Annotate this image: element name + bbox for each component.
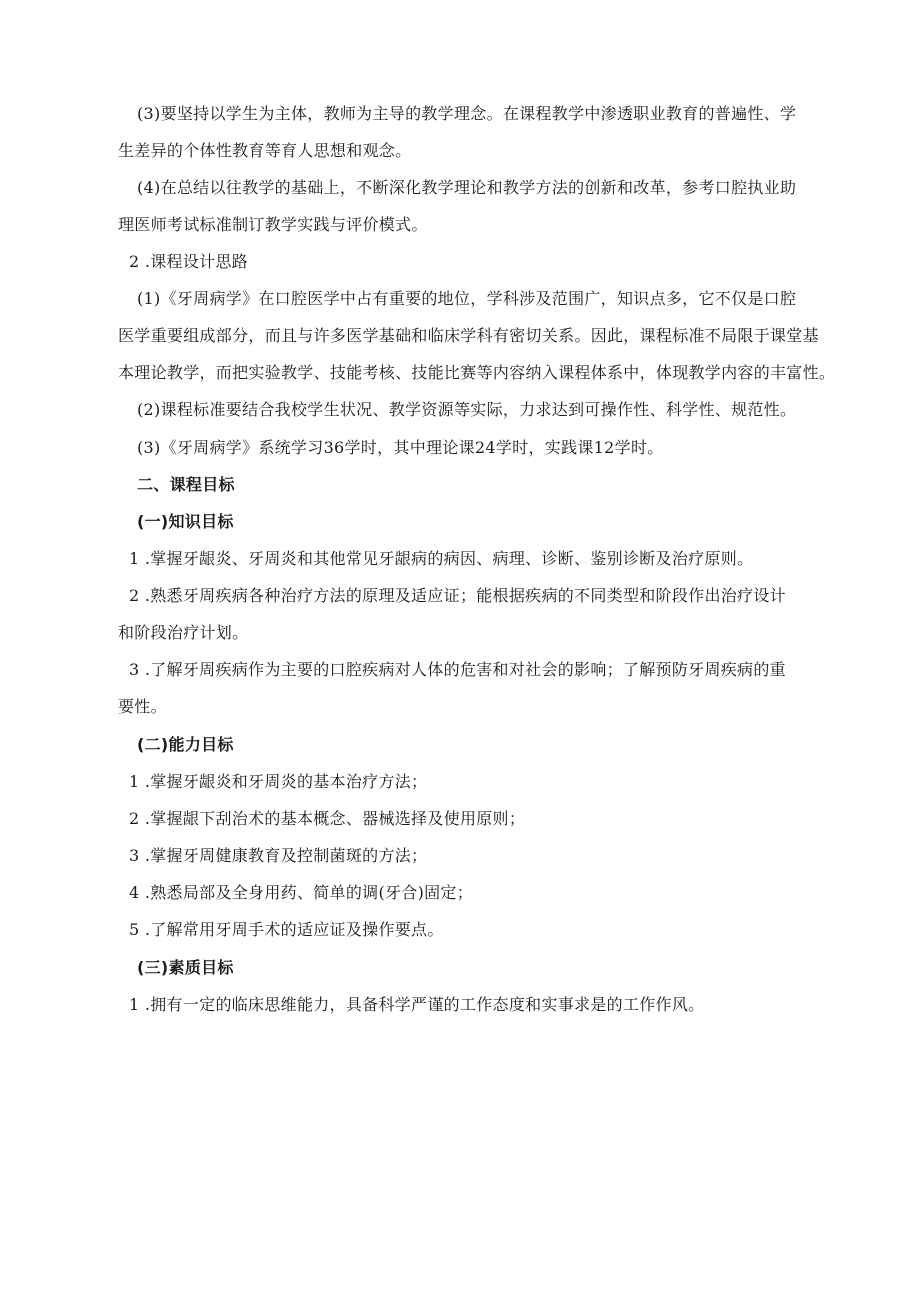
knowledge-item-3-line-1: 3 .了解牙周疾病作为主要的口腔疾病对人体的危害和对社会的影响；了解预防牙周疾病的重: [129, 660, 786, 679]
heading-course-goals: 二、课程目标: [137, 475, 235, 494]
section-course-design: 2 .课程设计思路: [129, 252, 249, 271]
quality-item-1: 1 .拥有一定的临床思维能力，具备科学严谨的工作态度和实事求是的工作作风。: [129, 995, 705, 1014]
design-item-1-line-2: 医学重要组成部分，而且与许多医学基础和临床学科有密切关系。因此，课程标准不局限于课堂基: [118, 326, 819, 345]
knowledge-item-2-line-2: 和阶段治疗计划。: [118, 623, 249, 642]
paragraph-4-line-2: 理医师考试标准制订教学实践与评价模式。: [118, 215, 428, 234]
paragraph-3-line-2: 生差异的个体性教育等育人思想和观念。: [118, 141, 412, 160]
ability-item-3: 3 .掌握牙周健康教育及控制菌斑的方法；: [129, 846, 428, 865]
ability-item-2: 2 .掌握龈下刮治术的基本概念、器械选择及使用原则；: [129, 809, 526, 828]
paragraph-3-line-1: (3)要坚持以学生为主体，教师为主导的教学理念。在课程教学中渗透职业教育的普遍性、学: [137, 104, 797, 123]
heading-quality-goals: (三)素质目标: [137, 958, 234, 977]
ability-item-1: 1 .掌握牙龈炎和牙周炎的基本治疗方法；: [129, 772, 428, 791]
design-item-3: (3)《牙周病学》系统学习36学时，其中理论课24学时，实践课12学时。: [137, 438, 664, 457]
ability-item-4: 4 .熟悉局部及全身用药、简单的调(牙合)固定；: [129, 883, 474, 902]
knowledge-item-3-line-2: 要性。: [118, 697, 167, 716]
design-item-2: (2)课程标准要结合我校学生状况、教学资源等实际，力求达到可操作性、科学性、规范性。: [137, 400, 797, 419]
ability-item-5: 5 .了解常用牙周手术的适应证及操作要点。: [129, 920, 444, 939]
heading-ability-goals: (二)能力目标: [137, 735, 234, 754]
knowledge-item-1: 1 .掌握牙龈炎、牙周炎和其他常见牙龈病的病因、病理、诊断、鉴别诊断及治疗原则。: [129, 549, 754, 568]
knowledge-item-2-line-1: 2 .熟悉牙周疾病各种治疗方法的原理及适应证；能根据疾病的不同类型和阶段作出治疗设计: [129, 586, 786, 605]
heading-knowledge-goals: (一)知识目标: [137, 512, 234, 531]
paragraph-4-line-1: (4)在总结以往教学的基础上，不断深化教学理论和教学方法的创新和改革，参考口腔执业助: [137, 178, 797, 197]
design-item-1-line-3: 本理论教学，而把实验教学、技能考核、技能比赛等内容纳入课程体系中，体现教学内容的丰富性。: [118, 363, 836, 382]
design-item-1-line-1: (1)《牙周病学》在口腔医学中占有重要的地位，学科涉及范围广，知识点多，它不仅是口腔: [137, 289, 797, 308]
